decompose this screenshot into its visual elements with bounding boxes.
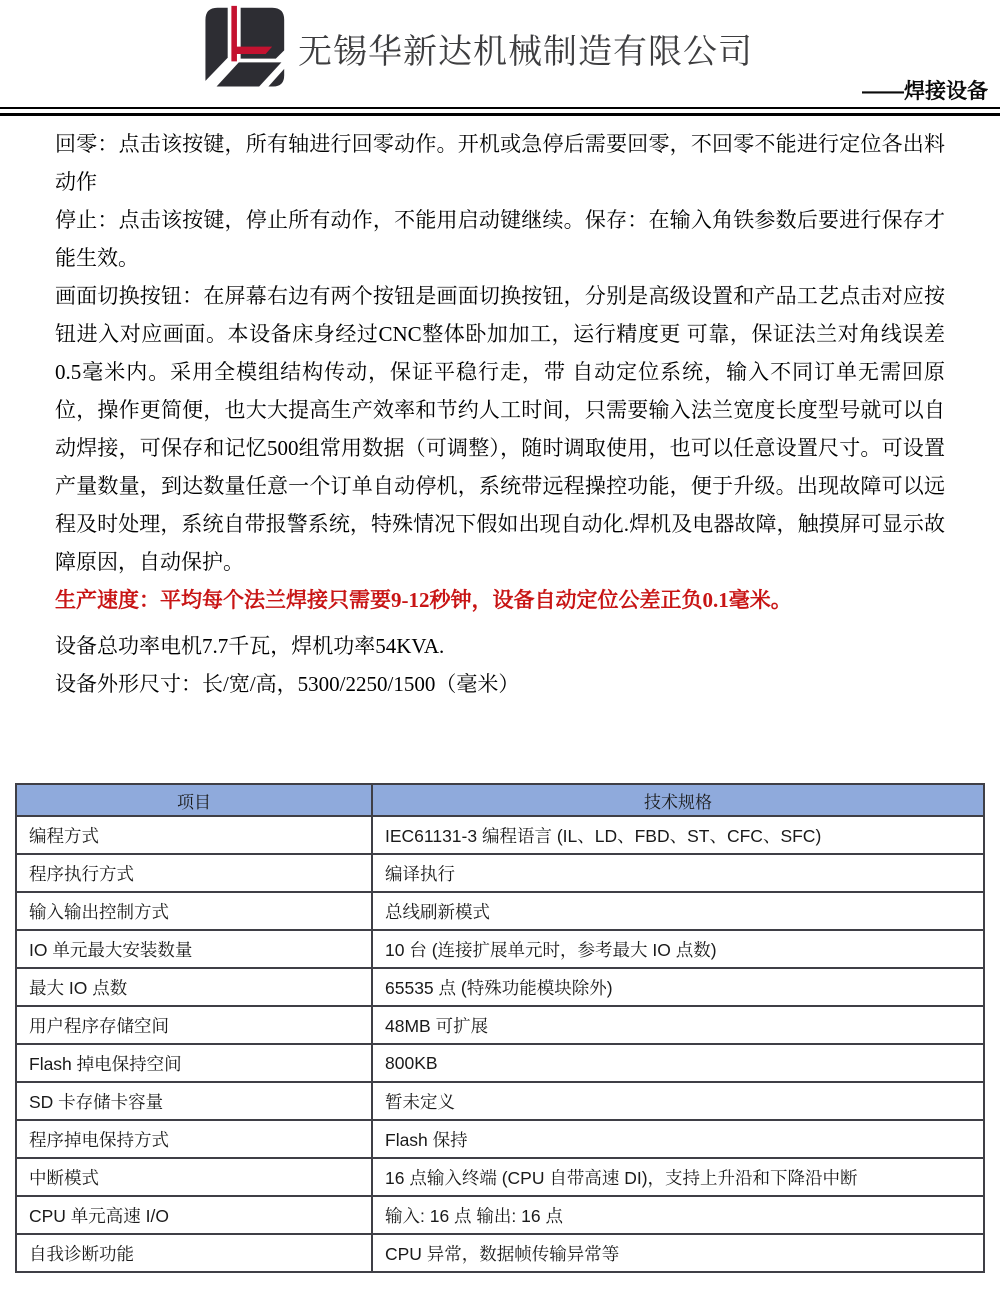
table-row (16, 816, 984, 854)
paragraph-return-zero: 回零：点击该按键，所有轴进行回零动作。开机或急停后需要回零，不回零不能进行定位各出料动作 (55, 132, 945, 194)
production-speed-note: 生产速度：平均每个法兰焊接只需要9-12秒钟，设备自动定位公差正负0.1毫米。 (55, 588, 792, 612)
spec-value: 65535 点 (特殊功能模块除外) (372, 968, 984, 1006)
table-row (16, 1006, 984, 1044)
table-row (16, 854, 984, 892)
spec-value: CPU 异常，数据帧传输异常等 (372, 1234, 984, 1272)
brand-row (0, 0, 1000, 92)
table-row (16, 930, 984, 968)
spec-value: 暂未定义 (372, 1082, 984, 1120)
spec-value: 800KB (372, 1044, 984, 1082)
table-row (16, 1234, 984, 1272)
spec-item: SD 卡存储卡容量 (16, 1082, 372, 1120)
spec-value: 总线刷新模式 (372, 892, 984, 930)
table-row (16, 892, 984, 930)
spec-item: 最大 IO 点数 (16, 968, 372, 1006)
document-body (0, 116, 1000, 703)
spec-item: 程序掉电保持方式 (16, 1120, 372, 1158)
spec-value: 输入: 16 点 输出: 16 点 (372, 1196, 984, 1234)
spec-item: Flash 掉电保持空间 (16, 1044, 372, 1082)
company-name: 无锡华新达机械制造有限公司 (298, 32, 753, 71)
spec-table-header-row (16, 784, 984, 816)
spec-item: 编程方式 (16, 816, 372, 854)
spec-value: IEC61131-3 编程语言 (IL、LD、FBD、ST、CFC、SFC) (372, 816, 984, 854)
spec-table-container (15, 783, 985, 1273)
spec-value: Flash 保持 (372, 1120, 984, 1158)
spec-value: 编译执行 (372, 854, 984, 892)
spec-table-header-spec: 技术规格 (372, 784, 984, 816)
header-divider (0, 107, 1000, 116)
spec-item: 程序执行方式 (16, 854, 372, 892)
spec-value: 10 台 (连接扩展单元时，参考最大 IO 点数) (372, 930, 984, 968)
table-row (16, 1120, 984, 1158)
paragraph-stop-save: 停止：点击该按键，停止所有动作，不能用启动键继续。保存：在输入角铁参数后要进行保存才能生效。 (55, 208, 945, 270)
page-header (0, 0, 1000, 116)
table-row (16, 1044, 984, 1082)
spec-item: IO 单元最大安装数量 (16, 930, 372, 968)
table-row (16, 968, 984, 1006)
spec-item: 中断模式 (16, 1158, 372, 1196)
table-row (16, 1196, 984, 1234)
spec-value: 16 点输入终端 (CPU 自带高速 DI)，支持上升沿和下降沿中断 (372, 1158, 984, 1196)
spec-table (15, 783, 985, 1273)
table-row (16, 1082, 984, 1120)
paragraph-dimensions: 设备外形尺寸：长/宽/高，5300/2250/1500（毫米） (55, 672, 520, 696)
company-logo-icon (193, 4, 292, 92)
spec-item: CPU 单元高速 I/O (16, 1196, 372, 1234)
paragraph-total-power: 设备总功率电机7.7千瓦，焊机功率54KVA. (55, 634, 445, 658)
spec-item: 自我诊断功能 (16, 1234, 372, 1272)
spec-table-header-item: 项目 (16, 784, 372, 816)
table-row (16, 1158, 984, 1196)
spec-value: 48MB 可扩展 (372, 1006, 984, 1044)
spec-item: 用户程序存储空间 (16, 1006, 372, 1044)
spec-item: 输入输出控制方式 (16, 892, 372, 930)
product-category-label: ——焊接设备 (862, 80, 988, 103)
paragraph-screen-switch: 画面切换按钮：在屏幕右边有两个按钮是画面切换按钮，分别是高级设置和产品工艺点击对应按钮进入对应画面。本设备床身经过CNC整体卧加加工，运行精度更 可靠，保证法兰对角线误差0.5毫米内。采用全模组结构传动，保证平稳行走，带 自动定位系统，输入不同订单无需回原位，操作更简便，也大大提高生产效率和节约人工时间，只需要输入法兰宽度长度型号就可以自动焊接，可保存和记忆500组常用数据（可调整），随时调取使用，也可以任意设置尺寸。可设置产量数量，到达数量任意一个订单自动停机，系统带远程操控功能，便于升级。出现故障可以远程及时处理，系统自带报警系统，特殊情况下假如出现自动化.焊机及电器故障，触摸屏可显示故障原因，自动保护。 (55, 284, 945, 574)
